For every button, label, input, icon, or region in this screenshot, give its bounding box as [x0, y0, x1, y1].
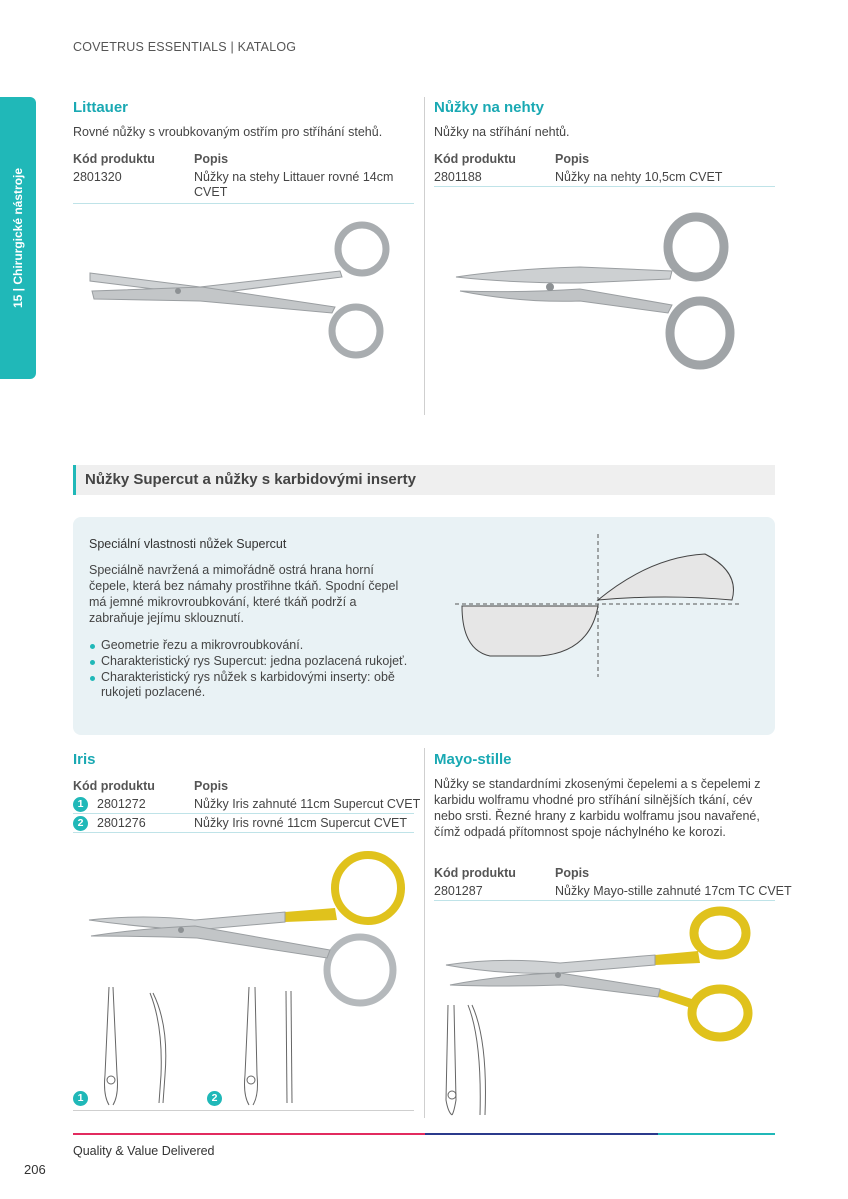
littauer-code: 2801320 — [73, 170, 122, 184]
littauer-col-desc: Popis — [194, 152, 229, 166]
feature-bullet: Charakteristický rys Supercut: jedna pozlacená rukojeť. — [89, 654, 419, 669]
nail-title: Nůžky na nehty — [434, 99, 545, 116]
nail-description: Nůžky na stříhání nehtů. — [434, 125, 570, 139]
iris-col-code: Kód produktu — [73, 779, 155, 793]
iris-bottom-line — [73, 1110, 414, 1111]
features-list — [89, 638, 419, 701]
cutting-geometry-diagram — [450, 532, 750, 682]
footer-line-blue — [425, 1133, 658, 1135]
mayo-row-line — [434, 900, 775, 901]
column-divider-top — [424, 97, 425, 415]
supercut-section-header — [73, 465, 775, 495]
mayo-title: Mayo-stille — [434, 751, 512, 768]
littauer-row-line — [73, 203, 414, 204]
iris-row-2-item: Nůžky Iris rovné 11cm Supercut CVET — [194, 816, 408, 830]
littauer-title: Littauer — [73, 99, 129, 116]
littauer-col-code: Kód produktu — [73, 152, 155, 166]
iris-row-2-line — [73, 832, 414, 833]
features-paragraph: Speciálně navržená a mimořádně ostrá hrana horní čepele, která bez námahy prostřihne tkáň. Spodní čepel má jemné mikrovroubkování, které tkáň podrží a zabraňuje jejímu sklouznutí. — [89, 563, 399, 625]
iris-figure-1-badge: 1 — [73, 1091, 88, 1106]
mayo-code: 2801287 — [434, 884, 483, 898]
section-accent — [73, 465, 76, 495]
feature-bullet: Charakteristický rys nůžek s karbidovými inserty: obě rukojeti pozlacené. — [89, 670, 419, 700]
nail-col-desc: Popis — [555, 152, 590, 166]
iris-row-1-line — [73, 813, 414, 814]
chapter-side-tab[interactable] — [0, 97, 36, 379]
iris-row-1-item: Nůžky Iris zahnuté 11cm Supercut CVET — [194, 797, 421, 811]
feature-bullet: Geometrie řezu a mikrovroubkování. — [89, 638, 419, 653]
footer-line-teal — [658, 1133, 775, 1135]
features-title: Speciální vlastnosti nůžek Supercut — [89, 537, 287, 551]
nail-col-code: Kód produktu — [434, 152, 516, 166]
iris-row-2-code: 2801276 — [97, 816, 146, 830]
littauer-description: Rovné nůžky s vroubkovaným ostřím pro stříhání stehů. — [73, 125, 383, 139]
nail-scissors-image — [450, 205, 780, 375]
nail-row-line — [434, 186, 775, 187]
iris-figure-2-badge: 2 — [207, 1091, 222, 1106]
mayo-description: Nůžky se standardními zkosenými čepelemi a s čepelemi z karbidu wolframu vhodné pro stříhání silnějších tkání, cév nebo srsti. Řezné hrany z karbidu wolframu jsou navařené, čímž odpadá přítomnost spoje náchylného ke korozi. — [434, 777, 761, 839]
iris-row-2-badge: 2 — [73, 816, 88, 831]
iris-curved-profile-drawing — [95, 985, 175, 1110]
iris-row-1-code: 2801272 — [97, 797, 146, 811]
catalog-header: COVETRUS ESSENTIALS | KATALOG — [73, 40, 297, 54]
mayo-item: Nůžky Mayo-stille zahnuté 17cm TC CVET — [555, 884, 792, 898]
column-divider-bottom — [424, 748, 425, 1118]
chapter-side-tab-label: 15 | Chirurgické nástroje — [11, 167, 25, 309]
littauer-scissors-image — [80, 215, 410, 365]
iris-row-1-badge: 1 — [73, 797, 88, 812]
iris-straight-profile-drawing — [235, 985, 315, 1110]
footer-line-red — [73, 1133, 425, 1135]
mayo-col-desc: Popis — [555, 866, 590, 880]
mayo-profile-drawing — [440, 1000, 490, 1120]
nail-item: Nůžky na nehty 10,5cm CVET — [555, 170, 723, 184]
page-number: 206 — [24, 1162, 46, 1177]
nail-code: 2801188 — [434, 170, 482, 184]
iris-col-desc: Popis — [194, 779, 229, 793]
mayo-col-code: Kód produktu — [434, 866, 516, 880]
section-title: Nůžky Supercut a nůžky s karbidovými inserty — [85, 471, 416, 488]
littauer-item: Nůžky na stehy Littauer rovné 14cm CVET — [194, 170, 394, 199]
footer-tagline: Quality & Value Delivered — [73, 1144, 215, 1158]
iris-title: Iris — [73, 751, 96, 768]
